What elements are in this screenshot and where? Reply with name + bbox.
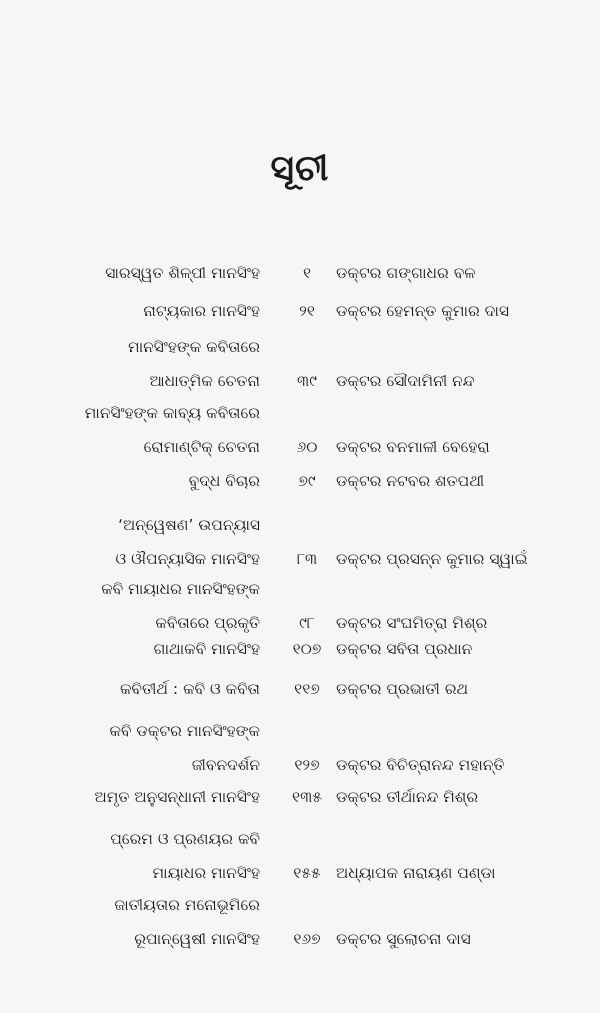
entry-page-number: ୬୦ <box>296 438 318 456</box>
entry-title-line: ଜୀବନଦର୍ଶନ <box>191 756 260 774</box>
entry-author: ଅଧ୍ୟାପକ ନାରାୟଣ ପଣ୍ଡା <box>336 864 496 882</box>
entry-page-number: ୮୩ <box>296 550 318 568</box>
entry-title-line: ‘ଅନ୍ୱେଷଣ’ ଉପନ୍ୟାସ <box>118 516 260 534</box>
entry-title-line: କବିତାରେ ପ୍ରକୃତି <box>155 614 260 632</box>
entry-author: ଡକ୍ଟର ସୁଲୋଚନା ଦାସ <box>336 930 471 948</box>
entry-title <box>0 256 260 290</box>
entry-author: ଡକ୍ଟର ପ୍ରସନ୍ନ କୁମାର ସ୍ୱାଇଁ <box>336 550 528 568</box>
entry-title <box>0 672 260 706</box>
entry-title <box>0 330 260 398</box>
entry-title-line: ପ୍ରେମ ଓ ପ୍ରଣୟର କବି <box>110 830 260 848</box>
entry-title-line: ମାନସିଂହଙ୍କ କାବ୍ୟ କବିତାରେ <box>84 404 260 422</box>
entry-author: ଡକ୍ଟର ନଟବର ଶତପଥୀ <box>336 472 485 490</box>
entry-title-line: ବୁଦ୍ଧ ବିଚାର <box>188 472 260 490</box>
entry-page-number: ୧୦୭ <box>292 640 322 658</box>
entry-title-line: ମାୟାଧର ମାନସିଂହ <box>152 864 260 882</box>
entry-title-line: କବି ମାୟାଧର ମାନସିଂହଙ୍କ <box>101 580 260 598</box>
entry-author: ଡକ୍ଟର ତୀର୍ଥାନନ୍ଦ ମିଶ୍ର <box>336 788 479 806</box>
page-title: ସୂଚୀ <box>270 148 330 189</box>
entry-title-line: କବି ଡକ୍ଟର ମାନସିଂହଙ୍କ <box>109 722 260 740</box>
entry-title <box>0 632 260 666</box>
entry-page-number: ୩୯ <box>297 372 317 390</box>
entry-page-number: ୨୧ <box>299 302 315 320</box>
entry-author: ଡକ୍ଟର ବିଚିତ୍ରାନନ୍ଦ ମହାନ୍ତି <box>336 756 505 774</box>
entry-page-number: ୭୯ <box>298 472 316 490</box>
entry-title <box>0 714 260 782</box>
entry-title <box>0 822 260 890</box>
entry-author: ଡକ୍ଟର ପ୍ରଭାତୀ ରଥ <box>336 680 469 698</box>
entry-title-line: ସାରସ୍ୱତ ଶିଳ୍ପୀ ମାନସିଂହ <box>105 264 260 282</box>
entry-title <box>0 464 260 498</box>
entry-title-line: ନାଟ୍ୟକାର ମାନସିଂହ <box>143 302 260 320</box>
entry-page-number: ୧୫୫ <box>293 864 321 882</box>
entry-title-line: ଗାଥାକବି ମାନସିଂହ <box>153 640 260 658</box>
entry-title-line: ରୂପାନ୍ୱେଷୀ ମାନସିଂହ <box>134 930 260 948</box>
entry-author: ଡକ୍ଟର ସବିତା ପ୍ରଧାନ <box>336 640 473 658</box>
entry-page-number: ୯୮ <box>299 614 315 632</box>
entry-title-line: କବିତୀର୍ଥ : କବି ଓ କବିତା <box>119 680 260 698</box>
entry-author: ଡକ୍ଟର ବନମାଳୀ ବେହେରା <box>336 438 490 456</box>
entry-title-line: ଆଧାତ୍ମିକ ଚେତନା <box>149 372 260 390</box>
entry-author: ଡକ୍ଟର ଗଙ୍ଗାଧର ବଳ <box>336 264 476 282</box>
entry-title-line: ଓ ଔପନ୍ୟାସିକ ମାନସିଂହ <box>115 550 260 568</box>
entry-title-line: ରୋମାଣ୍ଟିକ୍ ଚେତନା <box>143 438 260 456</box>
entry-page-number: ୧୨୭ <box>294 756 320 774</box>
entry-page-number: ୧୧୭ <box>294 680 320 698</box>
entry-title-line: ମାନସିଂହଙ୍କ କବିତାରେ <box>127 338 260 356</box>
entry-title <box>0 780 260 814</box>
entry-title <box>0 508 260 576</box>
entry-title <box>0 572 260 640</box>
entry-title <box>0 888 260 956</box>
entry-page-number: ୧୩୫ <box>292 788 322 806</box>
entry-title <box>0 294 260 328</box>
entry-page-number: ୧ <box>302 264 312 282</box>
entry-title-line: ଜାତୀୟତାର ମନୋଭୂମିରେ <box>114 896 260 914</box>
entry-page-number: ୧୬୭ <box>293 930 321 948</box>
entry-title <box>0 396 260 464</box>
entry-author: ଡକ୍ଟର ହେମନ୍ତ କୁମାର ଦାସ <box>336 302 509 320</box>
entry-title-line: ଅମୃତ ଅନୁସନ୍ଧାନୀ ମାନସିଂହ <box>94 788 260 806</box>
entry-author: ଡକ୍ଟର ସୌଦାମିନୀ ନନ୍ଦ <box>336 372 475 390</box>
entry-author: ଡକ୍ଟର ସଂଘମିତ୍ରା ମିଶ୍ର <box>336 614 488 632</box>
